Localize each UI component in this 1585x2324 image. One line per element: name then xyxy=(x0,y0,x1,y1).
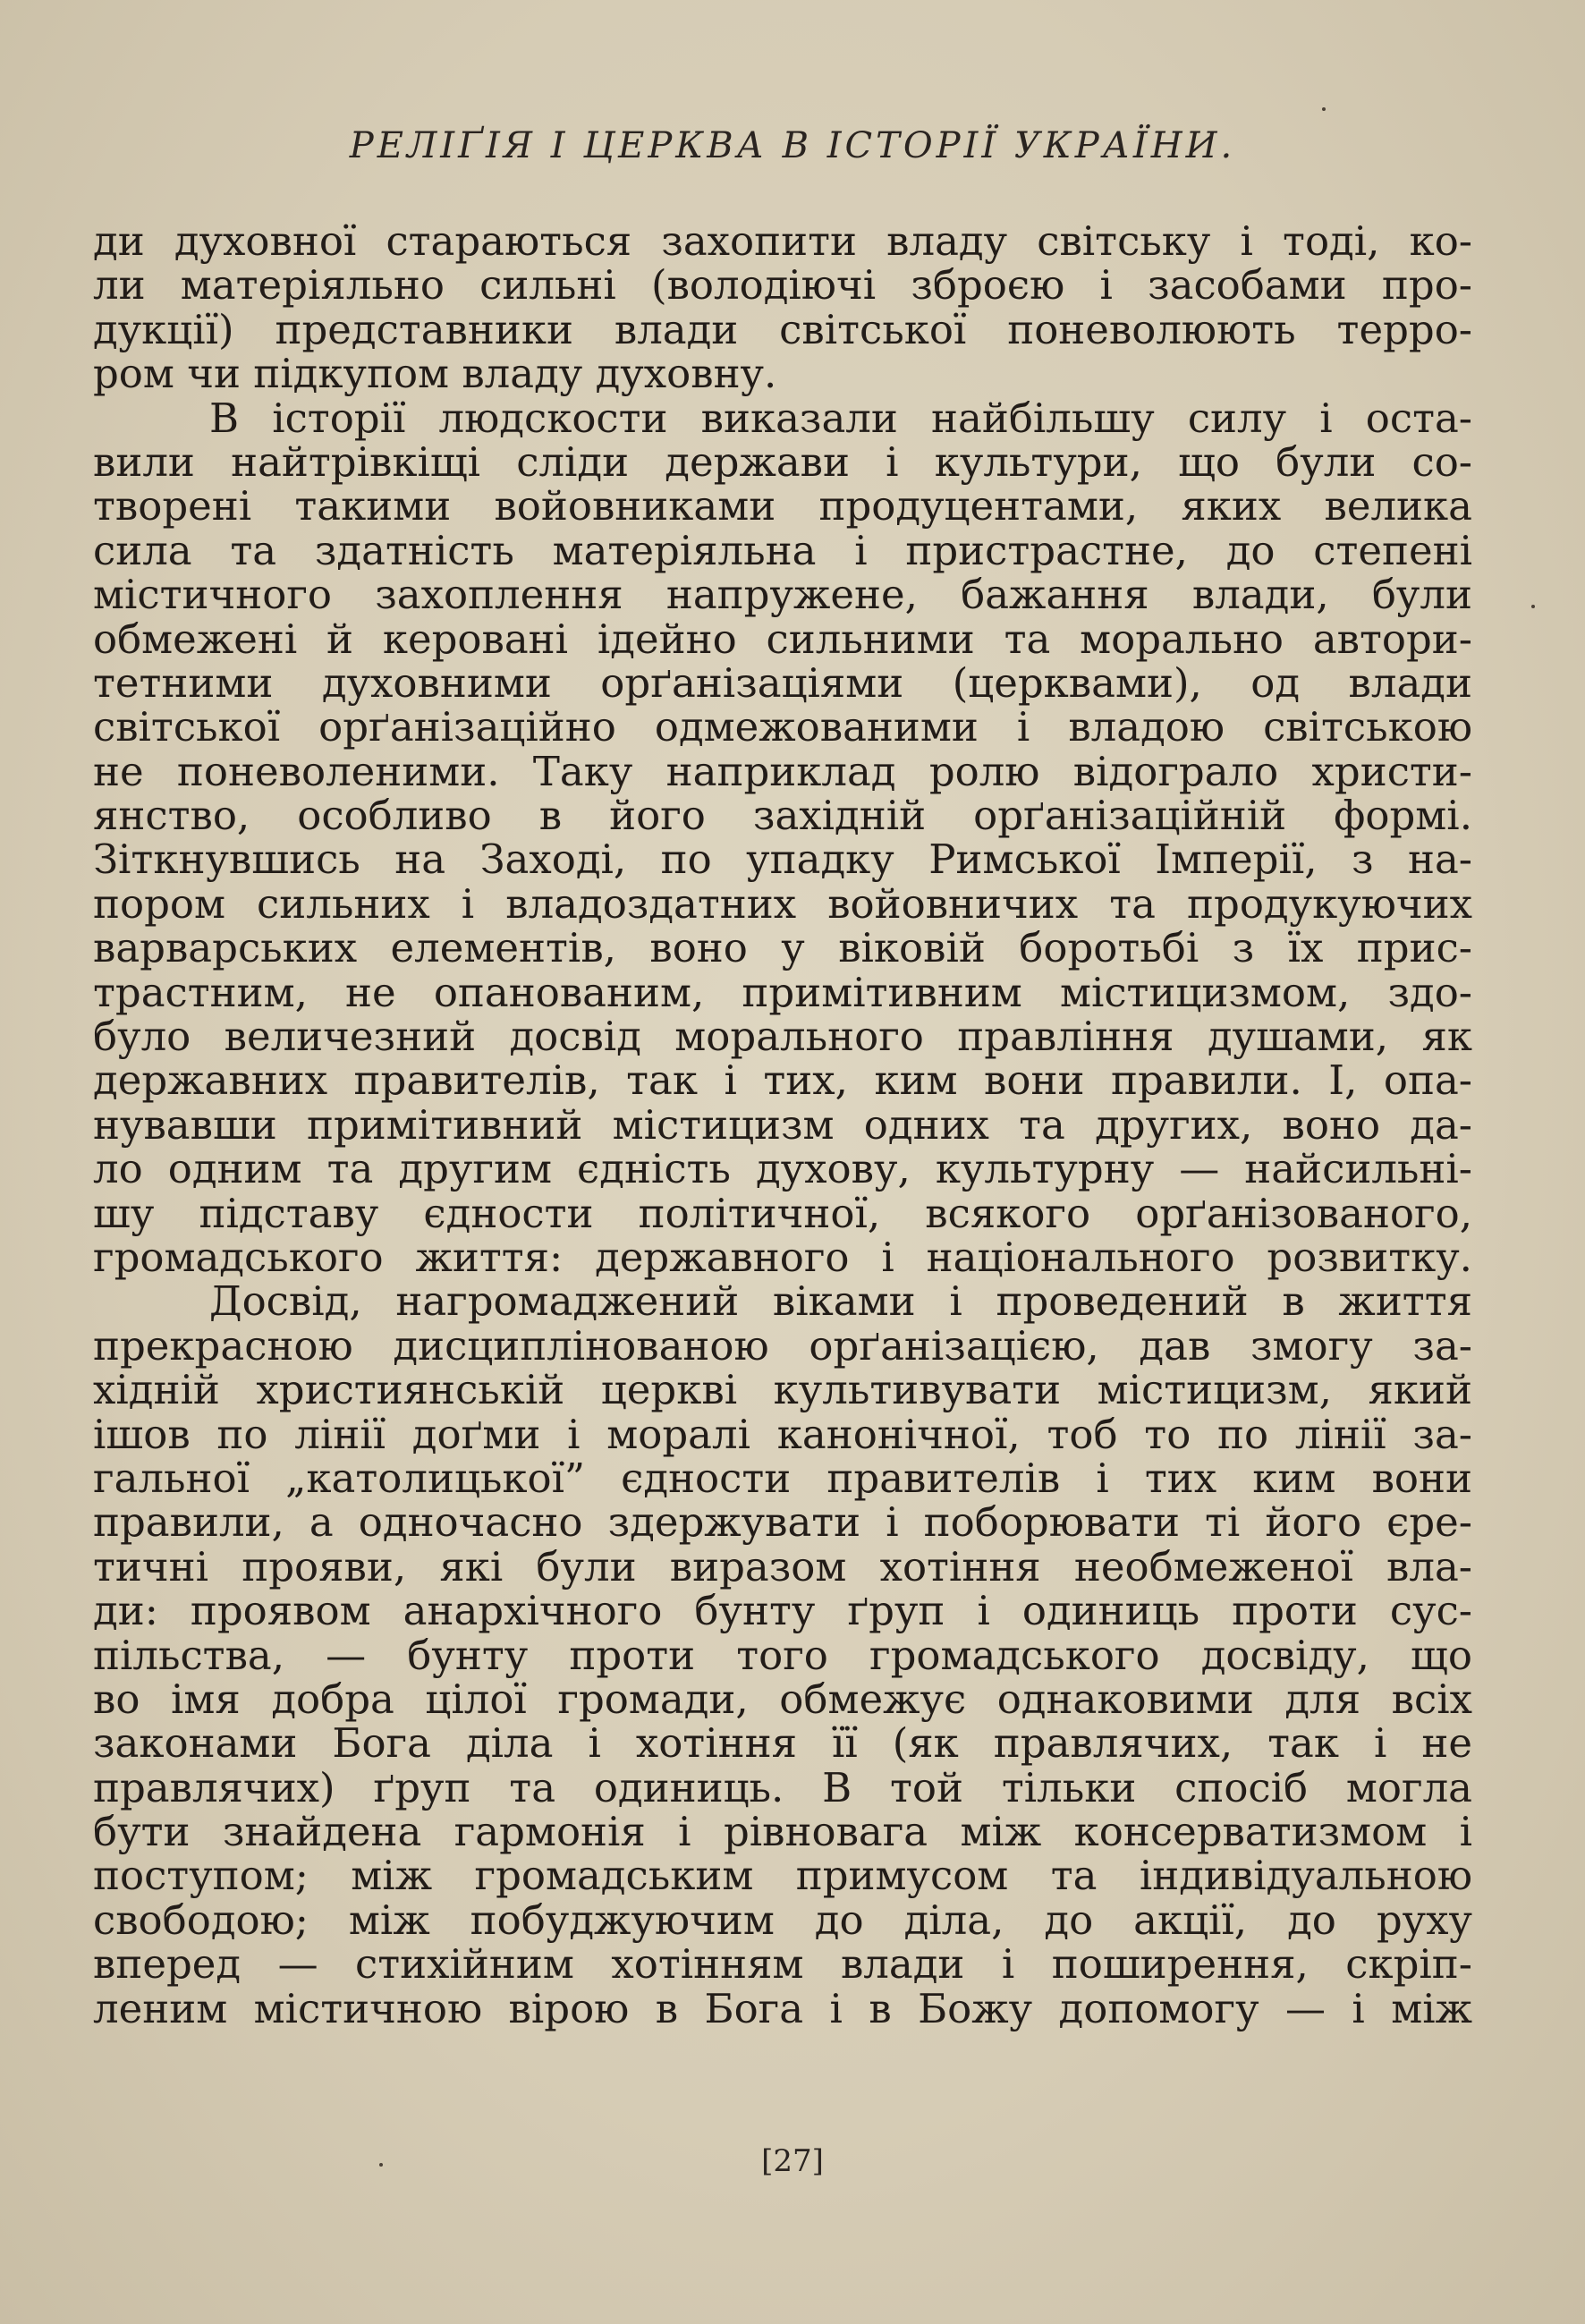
body-text xyxy=(93,219,1472,2031)
text-line: свободою; між побуджуючим до діла, до акції, до руху xyxy=(93,1896,1472,1944)
text-line: Зіткнувшись на Заході, по упадку Римської Імперії, з на- xyxy=(93,835,1472,884)
text-line: бути знайдена гармонія і рівновага між консерватизмом і xyxy=(93,1808,1472,1856)
text-line: ром чи підкупом владу духовну. xyxy=(93,350,777,398)
text-line: ди: проявом анархічного бунту ґруп і одиниць проти сус- xyxy=(93,1587,1472,1635)
text-line: правлячих) ґруп та одиниць. В той тільки спосіб могла xyxy=(93,1763,1472,1811)
text-line: ло одним та другим єдність духову, культурну — найсильні- xyxy=(93,1145,1472,1193)
text-line: хідній християнській церкві культивувати містицизм, який xyxy=(93,1366,1472,1414)
paper-speck xyxy=(1531,605,1535,608)
text-line: янство, особливо в його західній орґанізаційній формі. xyxy=(93,792,1472,840)
running-head: РЕЛІҐІЯ І ЦЕРКВА В ІСТОРІЇ УКРАЇНИ. xyxy=(349,125,1236,166)
text-line: трастним, не опанованим, примітивним містицизмом, здо- xyxy=(93,968,1472,1016)
text-line: прекрасною дисциплінованою орґанізацією, дав змогу за- xyxy=(93,1321,1472,1370)
text-line: ішов по лінії доґми і моралі канонічної, тоб то по лінії за- xyxy=(93,1410,1472,1458)
paper-speck xyxy=(379,2163,383,2167)
text-line: не поневоленими. Таку наприклад ролю відограло христи- xyxy=(93,747,1472,795)
text-line: вили найтрівкіщі сліди держави і культури, що були со- xyxy=(93,437,1472,486)
text-line: шу підставу єдности політичної, всякого орґанізованого, xyxy=(93,1189,1472,1237)
text-line: тичні прояви, які були виразом хотіння необмеженої вла- xyxy=(93,1542,1472,1590)
text-line: пором сильних і владоздатних войовничих та продукуючих xyxy=(93,879,1472,928)
text-line: Досвід, нагромаджений віками і проведений в життя xyxy=(209,1277,1472,1326)
text-line: державних правителів, так і тих, ким вони правили. І, опа- xyxy=(93,1056,1472,1105)
text-line: ди духовної стараються захопити владу світську і тоді, ко- xyxy=(93,217,1472,265)
text-line: поступом; між громадським примусом та індивідуальною xyxy=(93,1852,1472,1900)
text-line: громадського життя: державного і національного розвитку. xyxy=(93,1233,1472,1281)
text-line: творені такими войовниками продуцентами, яких велика xyxy=(93,482,1472,530)
text-line: леним містичною вірою в Бога і в Божу допомогу — і між xyxy=(93,1984,1472,2032)
text-line: В історії людскости виказали найбільшу силу і оста- xyxy=(209,394,1472,442)
text-line: во імя добра цілої громади, обмежує однаковими для всіх xyxy=(93,1675,1472,1723)
text-line: варварських елементів, воно у віковій боротьбі з їх прис- xyxy=(93,924,1472,972)
text-line: вперед — стихійним хотінням влади і поширення, скріп- xyxy=(93,1940,1472,1989)
text-line: дукції) представники влади світської поневолюють терро- xyxy=(93,305,1472,353)
text-line: нувавши примітивний містицизм одних та других, воно да- xyxy=(93,1100,1472,1149)
text-line: обмежені й керовані ідейно сильними та морально автори- xyxy=(93,615,1472,663)
text-line: правили, а одночасно здержувати і поборювати ті його єре- xyxy=(93,1498,1472,1547)
text-line: світської орґанізаційно одмежованими і владою світською xyxy=(93,703,1472,751)
text-line: було величезний досвід морального правління душами, як xyxy=(93,1013,1472,1061)
text-line: пільства, — бунту проти того громадського досвіду, що xyxy=(93,1631,1472,1679)
text-line: законами Бога діла і хотіння її (як правлячих, так і не xyxy=(93,1719,1472,1768)
text-line: ли матеріяльно сильні (володіючі зброєю і засобами про- xyxy=(93,261,1472,310)
text-line: містичного захоплення напружене, бажання влади, були xyxy=(93,571,1472,619)
text-line: тетними духовними орґанізаціями (церквами), од влади xyxy=(93,658,1472,707)
text-line: сила та здатність матеріяльна і пристрастне, до степені xyxy=(93,526,1472,574)
text-line: гальної „католицької” єдности правителів і тих ким вони xyxy=(93,1454,1472,1502)
page-number: [27] xyxy=(761,2143,824,2179)
paper-speck xyxy=(1322,107,1326,111)
